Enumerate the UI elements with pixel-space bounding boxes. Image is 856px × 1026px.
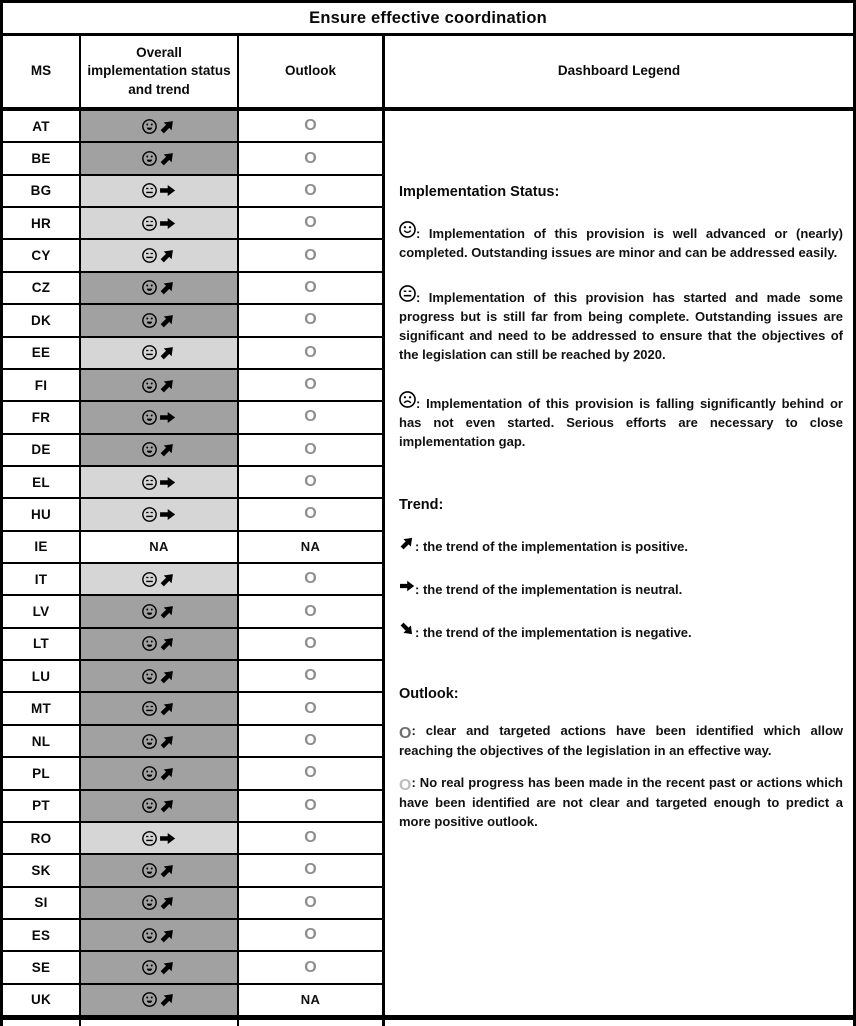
trend-right-arrow-icon — [399, 578, 415, 594]
legend-item — [399, 391, 843, 451]
table-row — [3, 143, 385, 175]
legend-item-text: : the trend of the implementation is negative. — [415, 625, 692, 640]
table-row — [3, 111, 385, 143]
outlook-cell — [239, 855, 385, 885]
neutral-face-icon — [142, 475, 157, 490]
ms-cell: LV — [3, 596, 81, 626]
trend-up-icon — [159, 797, 176, 814]
outlook-o-icon: O — [304, 926, 317, 944]
ms-cell: MT — [3, 693, 81, 723]
outlook-na-text: NA — [300, 992, 321, 1008]
trend-down-arrow-icon — [399, 621, 415, 637]
outlook-o-icon: O — [304, 246, 317, 264]
page-title — [3, 3, 853, 36]
trend-right-icon — [159, 182, 176, 199]
outlook-cell — [239, 985, 385, 1015]
partial-ms-cell — [3, 1020, 81, 1026]
status-cell — [81, 176, 239, 206]
legend-item-text: : Implementation of this provision is falling significantly behind or has not even started. Serious efforts are necessary to close implementation gap. — [399, 396, 843, 449]
table-row — [3, 564, 385, 596]
outlook-cell — [239, 305, 385, 335]
ms-cell: IT — [3, 564, 81, 594]
page-title-text: Ensure effective coordination — [309, 8, 547, 27]
neutral-face-icon — [142, 345, 157, 360]
outlook-cell — [239, 499, 385, 529]
table-row — [3, 629, 385, 661]
outlook-cell — [239, 661, 385, 691]
status-cell — [81, 629, 239, 659]
status-cell — [81, 952, 239, 982]
trend-right-icon — [159, 474, 176, 491]
trend-up-icon — [159, 118, 176, 135]
ms-cell: HR — [3, 208, 81, 238]
trend-up-icon — [159, 927, 176, 944]
table-header — [3, 36, 853, 111]
table-bottom-partial-row — [3, 1020, 853, 1026]
table-row — [3, 402, 385, 434]
happy-face-icon — [142, 119, 157, 134]
happy-face-icon — [142, 442, 157, 457]
ms-cell: SI — [3, 888, 81, 918]
outlook-o-icon: O — [304, 829, 317, 847]
trend-right-icon — [159, 215, 176, 232]
ms-cell: LU — [3, 661, 81, 691]
ms-cell: ES — [3, 920, 81, 950]
table-row — [3, 952, 385, 984]
partial-legend-cell — [385, 1020, 853, 1026]
status-cell — [81, 823, 239, 853]
table-row — [3, 855, 385, 887]
table-row — [3, 467, 385, 499]
trend-up-icon — [159, 279, 176, 296]
status-cell — [81, 240, 239, 270]
trend-right-icon — [159, 830, 176, 847]
outlook-o-icon: O — [304, 893, 317, 911]
status-cell — [81, 791, 239, 821]
trend-up-icon — [159, 377, 176, 394]
table-row — [3, 370, 385, 402]
legend-item — [399, 578, 843, 599]
outlook-cell — [239, 176, 385, 206]
status-cell — [81, 208, 239, 238]
legend-item-text: : Implementation of this provision is well advanced or (nearly) completed. Outstanding issues are minor and can be addressed easily. — [399, 226, 843, 260]
ms-cell: DK — [3, 305, 81, 335]
outlook-o-icon: O — [304, 149, 317, 167]
trend-right-icon — [159, 506, 176, 523]
outlook-o-icon: O — [304, 764, 317, 782]
happy-face-icon — [142, 928, 157, 943]
outlook-cell — [239, 758, 385, 788]
happy-face-icon — [142, 280, 157, 295]
status-cell — [81, 338, 239, 368]
happy-face-icon — [142, 410, 157, 425]
status-cell — [81, 435, 239, 465]
status-cell — [81, 499, 239, 529]
status-cell — [81, 758, 239, 788]
status-cell — [81, 467, 239, 497]
legend-item-text: : No real progress has been made in the recent past or actions which have been identified are not clear and targeted enough to predict a more positive outlook. — [399, 775, 843, 829]
outlook-o-icon: O — [304, 408, 317, 426]
status-cell — [81, 564, 239, 594]
col-header-ms: MS — [3, 36, 81, 107]
status-cell — [81, 661, 239, 691]
trend-up-icon — [159, 603, 176, 620]
outlook-o-icon: O — [304, 181, 317, 199]
trend-up-icon — [159, 441, 176, 458]
legend-trend-items — [399, 535, 843, 642]
legend-trend-heading: Trend: — [399, 497, 444, 513]
table-row — [3, 532, 385, 564]
trend-up-icon — [159, 733, 176, 750]
outlook-cell — [239, 823, 385, 853]
outlook-o-icon: O — [304, 311, 317, 329]
table-row — [3, 888, 385, 920]
ms-cell: HU — [3, 499, 81, 529]
outlook-o-icon: O — [304, 602, 317, 620]
status-cell — [81, 532, 239, 562]
happy-face-icon — [142, 863, 157, 878]
happy-face-icon — [142, 798, 157, 813]
happy-face-icon — [142, 992, 157, 1007]
outlook-cell — [239, 629, 385, 659]
outlook-na-text: NA — [300, 539, 321, 555]
outlook-cell — [239, 532, 385, 562]
trend-up-icon — [159, 344, 176, 361]
member-state-rows — [3, 111, 385, 1015]
trend-up-icon — [159, 150, 176, 167]
outlook-o-icon: O — [304, 958, 317, 976]
status-cell — [81, 888, 239, 918]
outlook-o-icon: O — [304, 570, 317, 588]
table-row — [3, 499, 385, 531]
outlook-o-icon: O — [304, 796, 317, 814]
table-row — [3, 176, 385, 208]
happy-face-icon — [142, 313, 157, 328]
status-cell — [81, 855, 239, 885]
outlook-cell — [239, 338, 385, 368]
outlook-cell — [239, 402, 385, 432]
table-row — [3, 338, 385, 370]
trend-up-icon — [159, 571, 176, 588]
ms-cell: LT — [3, 629, 81, 659]
outlook-cell — [239, 273, 385, 303]
happy-face-icon — [142, 960, 157, 975]
table-row — [3, 791, 385, 823]
legend-outlook-items — [399, 721, 843, 831]
ms-cell: PL — [3, 758, 81, 788]
trend-up-icon — [159, 862, 176, 879]
outlook-cell — [239, 920, 385, 950]
ms-cell: FI — [3, 370, 81, 400]
status-cell — [81, 273, 239, 303]
status-cell — [81, 143, 239, 173]
status-cell — [81, 726, 239, 756]
outlook-o-icon: O — [304, 861, 317, 879]
trend-up-icon — [159, 959, 176, 976]
status-cell — [81, 920, 239, 950]
table-row — [3, 240, 385, 272]
outlook-dark-o-icon: O — [399, 725, 412, 742]
trend-up-icon — [159, 700, 176, 717]
trend-up-icon — [159, 312, 176, 329]
neutral-face-icon — [142, 507, 157, 522]
outlook-o-icon: O — [304, 732, 317, 749]
sad-face-icon — [399, 391, 416, 408]
happy-face-icon — [142, 669, 157, 684]
happy-face-icon — [399, 221, 416, 238]
ms-cell: SE — [3, 952, 81, 982]
trend-up-arrow-icon — [399, 535, 415, 551]
ms-cell: SK — [3, 855, 81, 885]
legend-item — [399, 621, 843, 642]
outlook-cell — [239, 467, 385, 497]
col-header-legend: Dashboard Legend — [557, 63, 681, 79]
trend-up-icon — [159, 635, 176, 652]
outlook-light-o-icon: O — [399, 777, 412, 794]
col-header-status: Overall implementation status and trend — [81, 36, 239, 107]
legend-implementation-heading: Implementation Status: — [399, 184, 560, 200]
neutral-face-icon — [142, 572, 157, 587]
ms-cell: IE — [3, 532, 81, 562]
table-body — [3, 111, 853, 1020]
happy-face-icon — [142, 895, 157, 910]
legend-item — [399, 535, 843, 556]
trend-up-icon — [159, 894, 176, 911]
outlook-cell — [239, 952, 385, 982]
ms-cell: BE — [3, 143, 81, 173]
outlook-o-icon: O — [304, 473, 317, 491]
outlook-o-icon: O — [304, 214, 317, 232]
happy-face-icon — [142, 378, 157, 393]
table-row — [3, 596, 385, 628]
outlook-o-icon: O — [304, 376, 317, 394]
outlook-cell — [239, 693, 385, 723]
table-row — [3, 208, 385, 240]
outlook-cell — [239, 370, 385, 400]
partial-status-cell — [81, 1020, 239, 1026]
happy-face-icon — [142, 734, 157, 749]
status-cell — [81, 305, 239, 335]
happy-face-icon — [142, 766, 157, 781]
table-row — [3, 823, 385, 855]
table-row — [3, 693, 385, 725]
ms-cell: CZ — [3, 273, 81, 303]
neutral-face-icon — [142, 701, 157, 716]
outlook-cell — [239, 726, 385, 756]
outlook-o-icon: O — [304, 505, 317, 523]
happy-face-icon — [142, 151, 157, 166]
neutral-face-icon — [142, 831, 157, 846]
outlook-cell — [239, 596, 385, 626]
col-header-outlook: Outlook — [239, 36, 385, 107]
legend-item-text: : Implementation of this provision has started and made some progress but is still far from being complete. Outstanding issues are significant and need to be addressed to ensure that the objectives of the legislation can still be reached by 2020. — [399, 290, 843, 362]
legend-implementation-items — [399, 221, 843, 451]
outlook-o-icon: O — [304, 440, 317, 458]
legend-item — [399, 721, 843, 760]
status-cell — [81, 402, 239, 432]
ms-cell: UK — [3, 985, 81, 1015]
outlook-cell — [239, 240, 385, 270]
trend-up-icon — [159, 668, 176, 685]
outlook-cell — [239, 208, 385, 238]
legend-item-text: : the trend of the implementation is neutral. — [415, 582, 683, 597]
table-row — [3, 726, 385, 758]
ms-cell: AT — [3, 111, 81, 141]
outlook-cell — [239, 111, 385, 141]
status-na-text: NA — [149, 539, 169, 555]
ms-cell: NL — [3, 726, 81, 756]
table-row — [3, 305, 385, 337]
neutral-face-icon — [142, 183, 157, 198]
table-row — [3, 435, 385, 467]
ms-cell: EE — [3, 338, 81, 368]
neutral-face-icon — [142, 248, 157, 263]
legend-item-text: : clear and targeted actions have been identified which allow reaching the objectives of the legislation in an effective way. — [399, 723, 843, 758]
outlook-o-icon: O — [304, 343, 317, 361]
status-cell — [81, 693, 239, 723]
status-cell — [81, 370, 239, 400]
table-row — [3, 661, 385, 693]
ms-cell: EL — [3, 467, 81, 497]
legend-item — [399, 285, 843, 364]
neutral-face-icon — [142, 216, 157, 231]
status-cell — [81, 596, 239, 626]
table-row — [3, 758, 385, 790]
outlook-cell — [239, 888, 385, 918]
ms-cell: RO — [3, 823, 81, 853]
table-row — [3, 985, 385, 1015]
table-row — [3, 920, 385, 952]
dashboard-legend — [385, 111, 853, 1015]
outlook-o-icon: O — [304, 117, 317, 135]
trend-right-icon — [159, 409, 176, 426]
ms-cell: BG — [3, 176, 81, 206]
trend-up-icon — [159, 991, 176, 1008]
outlook-o-icon: O — [304, 699, 317, 717]
outlook-cell — [239, 143, 385, 173]
outlook-o-icon: O — [304, 634, 317, 652]
ms-cell: PT — [3, 791, 81, 821]
outlook-cell — [239, 435, 385, 465]
table-row — [3, 273, 385, 305]
ms-cell: DE — [3, 435, 81, 465]
status-cell — [81, 111, 239, 141]
ms-cell: CY — [3, 240, 81, 270]
legend-item-text: : the trend of the implementation is positive. — [415, 539, 689, 554]
status-cell — [81, 985, 239, 1015]
outlook-o-icon: O — [304, 667, 317, 685]
legend-outlook-heading: Outlook: — [399, 686, 459, 702]
neutral-face-icon — [399, 285, 416, 302]
ms-cell: FR — [3, 402, 81, 432]
partial-outlook-cell — [239, 1020, 385, 1026]
legend-item — [399, 773, 843, 831]
outlook-cell — [239, 791, 385, 821]
trend-up-icon — [159, 247, 176, 264]
happy-face-icon — [142, 636, 157, 651]
happy-face-icon — [142, 604, 157, 619]
outlook-cell — [239, 564, 385, 594]
trend-up-icon — [159, 765, 176, 782]
legend-item — [399, 221, 843, 262]
outlook-o-icon: O — [304, 278, 317, 296]
